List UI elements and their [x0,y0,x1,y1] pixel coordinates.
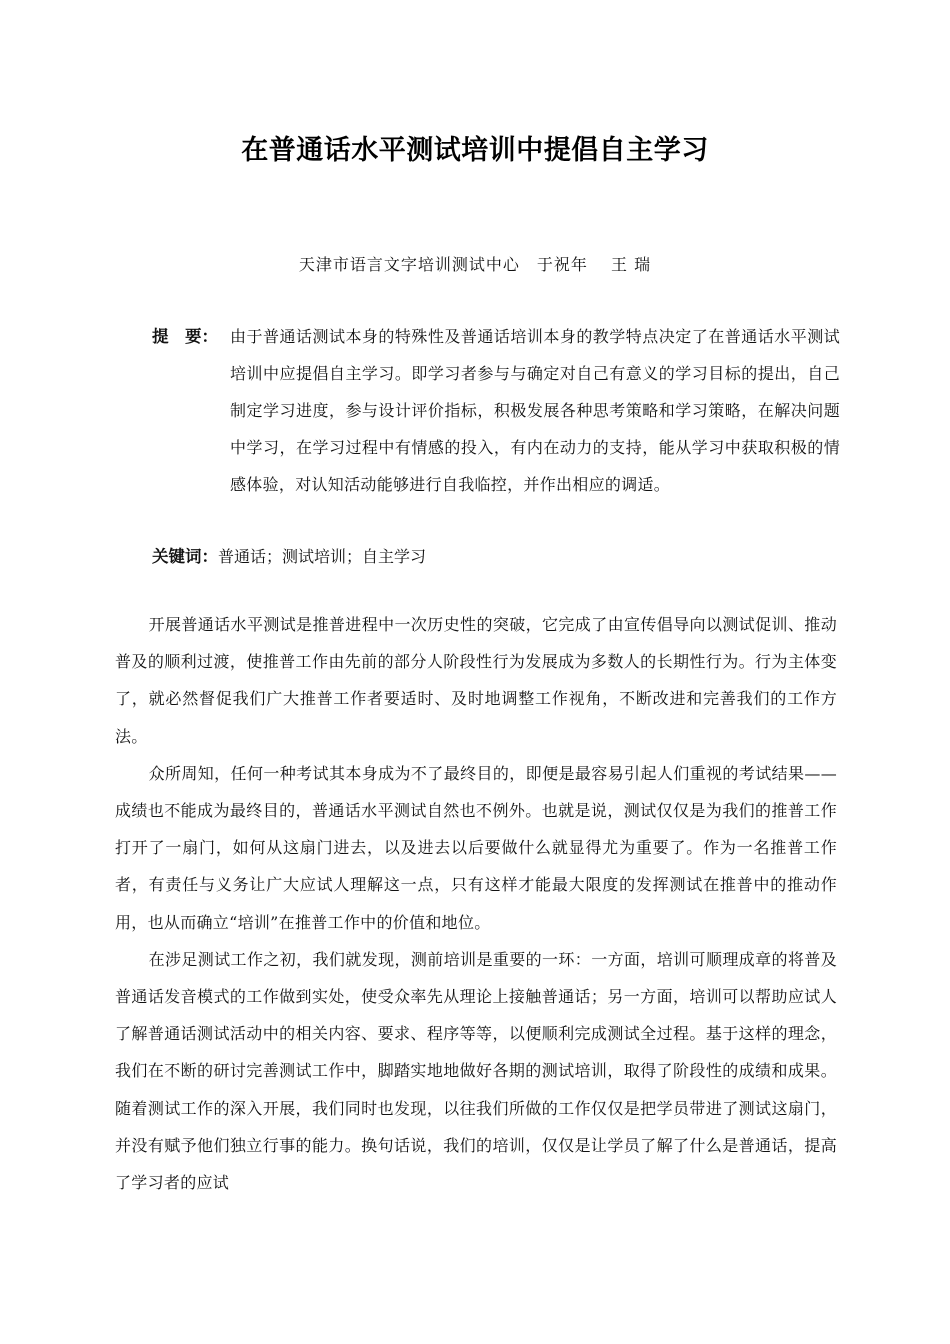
author-byline: 天津市语言文字培训测试中心 于祝年 王 瑞 [298,255,652,274]
body-paragraph-2: 众所周知，任何一种考试其本身成为不了最终目的，即便是最容易引起人们重视的考试结果——成绩也不能成为最终目的，普通话水平测试自然也不例外。也就是说，测试仅仅是为我们的推普工作打开了一扇门，如何从这扇门进去，以及进去以后要做什么就显得尤为重要了。作为一名推普工作者，有责任与义务让广大应试人理解这一点，只有这样才能最大限度的发挥测试在推普中的推动作用，也从而确立“培训”在推普工作中的价值和地位。 [115,763,837,932]
keywords-section [152,538,840,575]
abstract-label: 提 要： [152,327,218,346]
keywords-text: 普通话；测试培训；自主学习 [218,547,427,566]
body-paragraph-3: 在涉足测试工作之初，我们就发现，测前培训是重要的一环：一方面，培训可顺理成章的将普及普通话发音模式的工作做到实处，使受众率先从理论上接触普通话；另一方面，培训可以帮助应试人了解普通话测试活动中的相关内容、要求、程序等等，以便顺利完成测试全过程。基于这样的理念，我们在不断的研讨完善测试工作中，脚踏实地地做好各期的测试培训，取得了阶段性的成绩和成果。随着测试工作的深入开展，我们同时也发现，以往我们所做的工作仅仅是把学员带进了测试这扇门，并没有赋予他们独立行事的能力。换句话说，我们的培训，仅仅是让学员了解了什么是普通话，提高了学习者的应试 [115,949,837,1193]
body-paragraph-1: 开展普通话水平测试是推普进程中一次历史性的突破，它完成了由宣传倡导向以测试促训、推动普及的顺利过渡，使推普工作由先前的部分人阶段性行为发展成为多数人的长期性行为。行为主体变了，就必然督促我们广大推普工作者要适时、及时地调整工作视角，不断改进和完善我们的工作方法。 [115,615,837,746]
page-title: 在普通话水平测试培训中提倡自主学习 [241,135,709,166]
keywords-label: 关键词： [152,547,218,566]
body-text [115,606,837,1201]
abstract-text: 由于普通话测试本身的特殊性及普通话培训本身的教学特点决定了在普通话水平测试培训中应提倡自主学习。即学习者参与与确定对自己有意义的学习目标的提出，自己制定学习进度，参与设计评价指标，积极发展各种思考策略和学习策略，在解决问题中学习，在学习过程中有情感的投入，有内在动力的支持，能从学习中获取积极的情感体验，对认知活动能够进行自我临控，并作出相应的调适。 [230,327,840,494]
